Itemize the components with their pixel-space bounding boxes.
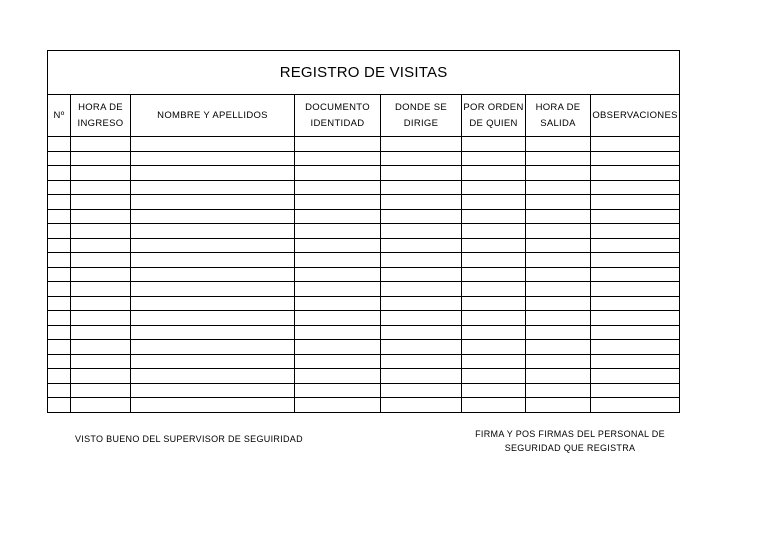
table-row bbox=[48, 369, 680, 384]
table-cell bbox=[526, 383, 591, 398]
table-cell bbox=[462, 340, 526, 355]
table-cell bbox=[48, 325, 71, 340]
table-row bbox=[48, 209, 680, 224]
table-cell bbox=[526, 340, 591, 355]
table-cell bbox=[48, 253, 71, 268]
table-cell bbox=[71, 209, 131, 224]
table-cell bbox=[381, 354, 462, 369]
table-cell bbox=[295, 296, 381, 311]
table-cell bbox=[131, 224, 295, 239]
table-cell bbox=[295, 340, 381, 355]
table-cell bbox=[71, 267, 131, 282]
table-cell bbox=[71, 311, 131, 326]
table-cell bbox=[526, 253, 591, 268]
header-full-name-label: NOMBRE Y APELLIDOS bbox=[157, 109, 268, 121]
table-cell bbox=[381, 209, 462, 224]
security-signature-label bbox=[460, 427, 680, 455]
table-row bbox=[48, 296, 680, 311]
table-cell bbox=[591, 311, 680, 326]
column-header-row bbox=[48, 95, 680, 137]
log-body bbox=[48, 137, 680, 413]
table-cell bbox=[381, 151, 462, 166]
header-observations-label: OBSERVACIONES bbox=[592, 109, 678, 121]
table-cell bbox=[591, 354, 680, 369]
table-cell bbox=[48, 282, 71, 297]
visitor-log-table bbox=[47, 50, 680, 413]
table-cell bbox=[381, 325, 462, 340]
table-cell bbox=[71, 224, 131, 239]
table-cell bbox=[526, 311, 591, 326]
table-cell bbox=[48, 238, 71, 253]
table-cell bbox=[131, 253, 295, 268]
table-cell bbox=[591, 151, 680, 166]
table-cell bbox=[131, 296, 295, 311]
table-cell bbox=[381, 267, 462, 282]
table-cell bbox=[381, 398, 462, 413]
table-row bbox=[48, 282, 680, 297]
table-row bbox=[48, 166, 680, 181]
table-row bbox=[48, 137, 680, 152]
table-cell bbox=[381, 383, 462, 398]
table-cell bbox=[381, 282, 462, 297]
table-cell bbox=[48, 398, 71, 413]
table-cell bbox=[526, 151, 591, 166]
table-cell bbox=[48, 267, 71, 282]
table-cell bbox=[71, 369, 131, 384]
table-cell bbox=[131, 354, 295, 369]
header-full-name bbox=[131, 95, 295, 137]
table-cell bbox=[295, 166, 381, 181]
table-cell bbox=[462, 195, 526, 210]
table-cell bbox=[381, 195, 462, 210]
table-row bbox=[48, 180, 680, 195]
table-cell bbox=[526, 267, 591, 282]
table-cell bbox=[462, 151, 526, 166]
table-cell bbox=[48, 296, 71, 311]
header-number-label: Nº bbox=[53, 109, 65, 121]
table-cell bbox=[462, 253, 526, 268]
table-cell bbox=[462, 325, 526, 340]
table-cell bbox=[71, 253, 131, 268]
table-cell bbox=[381, 369, 462, 384]
table-cell bbox=[526, 209, 591, 224]
table-cell bbox=[381, 224, 462, 239]
table-title: REGISTRO DE VISITAS bbox=[48, 51, 680, 95]
table-cell bbox=[295, 369, 381, 384]
table-cell bbox=[526, 224, 591, 239]
header-destination-line1: DONDE SE bbox=[394, 101, 448, 113]
table-cell bbox=[526, 195, 591, 210]
table-cell bbox=[131, 166, 295, 181]
table-cell bbox=[71, 383, 131, 398]
table-cell bbox=[48, 137, 71, 152]
table-cell bbox=[591, 180, 680, 195]
table-cell bbox=[71, 180, 131, 195]
table-cell bbox=[591, 398, 680, 413]
header-exit-time-line2: SALIDA bbox=[540, 117, 576, 129]
table-cell bbox=[462, 369, 526, 384]
header-exit-time bbox=[526, 95, 591, 137]
table-cell bbox=[48, 166, 71, 181]
header-entry-time bbox=[71, 95, 131, 137]
table-row bbox=[48, 398, 680, 413]
table-cell bbox=[591, 195, 680, 210]
header-destination-line2: DIRIGE bbox=[403, 117, 439, 129]
table-cell bbox=[131, 340, 295, 355]
table-cell bbox=[48, 224, 71, 239]
table-cell bbox=[591, 238, 680, 253]
table-cell bbox=[462, 209, 526, 224]
table-cell bbox=[131, 311, 295, 326]
table-cell bbox=[131, 137, 295, 152]
table-cell bbox=[71, 166, 131, 181]
table-cell bbox=[526, 296, 591, 311]
header-number bbox=[48, 95, 71, 137]
table-cell bbox=[295, 253, 381, 268]
header-exit-time-line1: HORA DE bbox=[535, 101, 581, 113]
table-row bbox=[48, 354, 680, 369]
table-cell bbox=[462, 296, 526, 311]
table-row bbox=[48, 238, 680, 253]
table-cell bbox=[462, 383, 526, 398]
header-observations bbox=[591, 95, 680, 137]
table-cell bbox=[71, 296, 131, 311]
table-row bbox=[48, 253, 680, 268]
table-cell bbox=[131, 282, 295, 297]
table-cell bbox=[48, 151, 71, 166]
table-cell bbox=[526, 398, 591, 413]
table-cell bbox=[295, 180, 381, 195]
table-cell bbox=[48, 180, 71, 195]
table-cell bbox=[462, 282, 526, 297]
table-cell bbox=[526, 325, 591, 340]
table-cell bbox=[462, 354, 526, 369]
table-cell bbox=[295, 383, 381, 398]
table-cell bbox=[591, 325, 680, 340]
table-cell bbox=[381, 238, 462, 253]
table-cell bbox=[526, 137, 591, 152]
table-cell bbox=[591, 369, 680, 384]
table-cell bbox=[295, 282, 381, 297]
table-cell bbox=[71, 137, 131, 152]
table-cell bbox=[131, 180, 295, 195]
table-cell bbox=[295, 195, 381, 210]
table-cell bbox=[131, 383, 295, 398]
table-cell bbox=[71, 282, 131, 297]
table-row bbox=[48, 267, 680, 282]
table-row bbox=[48, 151, 680, 166]
table-cell bbox=[131, 369, 295, 384]
table-cell bbox=[295, 137, 381, 152]
table-cell bbox=[526, 369, 591, 384]
header-entry-time-line1: HORA DE bbox=[78, 101, 123, 113]
table-cell bbox=[48, 340, 71, 355]
table-row bbox=[48, 195, 680, 210]
table-cell bbox=[591, 296, 680, 311]
table-cell bbox=[462, 311, 526, 326]
header-id-document bbox=[295, 95, 381, 137]
table-cell bbox=[381, 253, 462, 268]
table-cell bbox=[295, 238, 381, 253]
table-cell bbox=[295, 209, 381, 224]
table-cell bbox=[71, 195, 131, 210]
table-cell bbox=[526, 166, 591, 181]
table-cell bbox=[591, 282, 680, 297]
table-cell bbox=[48, 369, 71, 384]
table-cell bbox=[295, 398, 381, 413]
header-entry-time-line2: INGRESO bbox=[77, 117, 124, 129]
table-cell bbox=[526, 238, 591, 253]
table-cell bbox=[131, 398, 295, 413]
table-row bbox=[48, 311, 680, 326]
header-authorized-by-line1: POR ORDEN bbox=[463, 101, 524, 113]
header-destination bbox=[381, 95, 462, 137]
table-cell bbox=[131, 209, 295, 224]
security-signature-line2: SEGURIDAD QUE REGISTRA bbox=[504, 443, 636, 453]
table-cell bbox=[462, 180, 526, 195]
table-cell bbox=[295, 151, 381, 166]
table-cell bbox=[131, 267, 295, 282]
table-cell bbox=[295, 224, 381, 239]
table-cell bbox=[71, 325, 131, 340]
table-row bbox=[48, 383, 680, 398]
table-cell bbox=[591, 340, 680, 355]
table-cell bbox=[526, 282, 591, 297]
table-cell bbox=[381, 296, 462, 311]
security-signature-line1: FIRMA Y POS FIRMAS DEL PERSONAL DE bbox=[475, 429, 665, 439]
table-cell bbox=[591, 209, 680, 224]
header-id-document-line1: DOCUMENTO bbox=[305, 101, 370, 113]
table-cell bbox=[131, 195, 295, 210]
table-cell bbox=[295, 325, 381, 340]
table-cell bbox=[591, 224, 680, 239]
header-authorized-by bbox=[462, 95, 526, 137]
table-cell bbox=[462, 137, 526, 152]
table-cell bbox=[381, 137, 462, 152]
table-row bbox=[48, 325, 680, 340]
table-cell bbox=[71, 354, 131, 369]
header-authorized-by-line2: DE QUIEN bbox=[469, 117, 518, 129]
table-cell bbox=[381, 340, 462, 355]
table-cell bbox=[591, 383, 680, 398]
header-id-document-line2: IDENTIDAD bbox=[310, 117, 365, 129]
table-cell bbox=[591, 253, 680, 268]
table-cell bbox=[71, 151, 131, 166]
table-cell bbox=[381, 311, 462, 326]
table-cell bbox=[71, 398, 131, 413]
table-cell bbox=[131, 238, 295, 253]
table-cell bbox=[48, 195, 71, 210]
table-cell bbox=[381, 180, 462, 195]
table-cell bbox=[462, 238, 526, 253]
table-cell bbox=[591, 137, 680, 152]
table-cell bbox=[48, 209, 71, 224]
table-cell bbox=[48, 311, 71, 326]
table-cell bbox=[462, 224, 526, 239]
table-cell bbox=[71, 340, 131, 355]
table-cell bbox=[526, 180, 591, 195]
table-cell bbox=[462, 398, 526, 413]
table-cell bbox=[462, 166, 526, 181]
table-cell bbox=[591, 166, 680, 181]
table-cell bbox=[131, 151, 295, 166]
table-cell bbox=[71, 238, 131, 253]
table-row bbox=[48, 340, 680, 355]
table-cell bbox=[381, 166, 462, 181]
table-cell bbox=[295, 354, 381, 369]
table-cell bbox=[295, 311, 381, 326]
table-cell bbox=[462, 267, 526, 282]
table-cell bbox=[591, 267, 680, 282]
table-cell bbox=[526, 354, 591, 369]
supervisor-approval-label: VISTO BUENO DEL SUPERVISOR DE SEGUIRIDAD bbox=[75, 434, 303, 444]
table-cell bbox=[131, 325, 295, 340]
table-cell bbox=[295, 267, 381, 282]
table-cell bbox=[48, 354, 71, 369]
table-row bbox=[48, 224, 680, 239]
table-cell bbox=[48, 383, 71, 398]
